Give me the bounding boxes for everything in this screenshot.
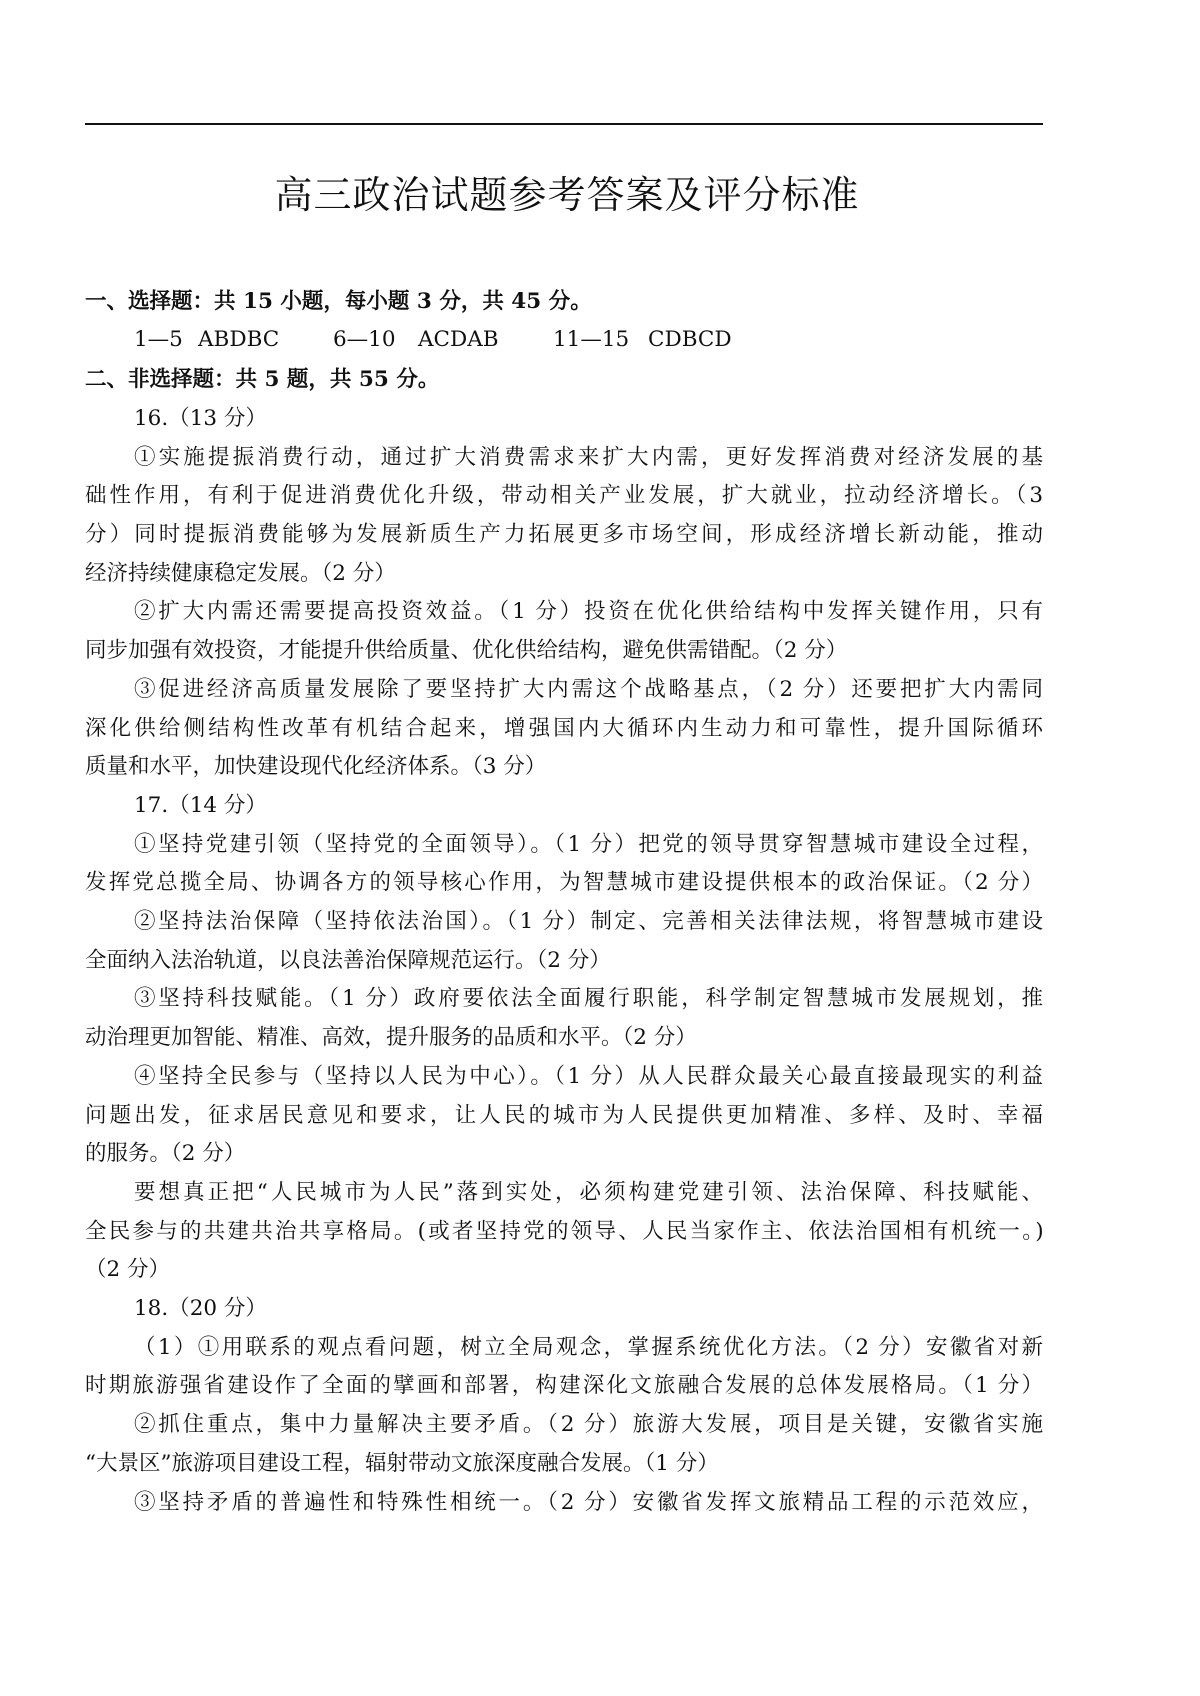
q17-summary-line3: （2 分） — [85, 1257, 171, 1282]
section-2-heading: 二、非选择题：共 5 题，共 55 分。 — [85, 367, 440, 392]
choice-answers — [134, 325, 732, 355]
q17-p2-line1: ②坚持法治保障（坚持依法治国）。（1 分）制定、完善相关法律法规，将智慧城市建设 — [134, 909, 1043, 934]
q17-p4-line3: 的服务。（2 分） — [85, 1141, 246, 1166]
q17-summary-line2: 全民参与的共建共治共享格局。(或者坚持党的领导、人民当家作主、依法治国相有机统一。) — [85, 1219, 1043, 1244]
q16-p3-line3: 质量和水平，加快建设现代化经济体系。（3 分） — [85, 754, 547, 779]
answer-range-3: 11—15 — [553, 327, 630, 352]
q16-p1-line2: 础性作用，有利于促进消费优化升级，带动相关产业发展，扩大就业，拉动经济增长。（3 — [85, 483, 1043, 508]
q16-p1-line3: 分）同时提振消费能够为发展新质生产力拓展更多市场空间，形成经济增长新动能，推动 — [85, 522, 1043, 547]
q17-p1-line1: ①坚持党建引领（坚持党的全面领导）。（1 分）把党的领导贯穿智慧城市建设全过程， — [134, 832, 1043, 857]
q18-p1-line1: （1）①用联系的观点看问题，树立全局观念，掌握系统优化方法。（2 分）安徽省对新 — [134, 1335, 1043, 1360]
q17-heading: 17.（14 分） — [134, 793, 267, 818]
q17-p2-line2: 全面纳入法治轨道，以良法善治保障规范运行。（2 分） — [85, 948, 611, 973]
answer-keys-2: ACDAB — [418, 327, 499, 352]
q17-summary-line1: 要想真正把“人民城市为人民”落到实处，必须构建党建引领、法治保障、科技赋能、 — [134, 1180, 1043, 1205]
answer-keys-1: ABDBC — [198, 327, 280, 352]
page-title: 高三政治试题参考答案及评分标准 — [274, 173, 860, 217]
q17-p3-line2: 动治理更加智能、精准、高效，提升服务的品质和水平。（2 分） — [85, 1025, 697, 1050]
q16-heading: 16.（13 分） — [134, 406, 267, 431]
q16-p2-line2: 同步加强有效投资，才能提升供给质量、优化供给结构，避免供需错配。（2 分） — [85, 638, 848, 663]
q16-p1-line4: 经济持续健康稳定发展。（2 分） — [85, 561, 396, 586]
q16-p3-line1: ③促进经济高质量发展除了要坚持扩大内需这个战略基点，（2 分）还要把扩大内需同 — [134, 677, 1043, 702]
q18-p1-line2: 时期旅游强省建设作了全面的擘画和部署，构建深化文旅融合发展的总体发展格局。（1 分） — [85, 1373, 1043, 1398]
header-rule — [85, 123, 1043, 125]
q18-p2-line1: ②抓住重点，集中力量解决主要矛盾。（2 分）旅游大发展，项目是关键，安徽省实施 — [134, 1412, 1043, 1437]
q16-p1-line1: ①实施提振消费行动，通过扩大消费需求来扩大内需，更好发挥消费对经济发展的基 — [134, 445, 1043, 470]
q16-p3-line2: 深化供给侧结构性改革有机结合起来，增强国内大循环内生动力和可靠性，提升国际循环 — [85, 716, 1043, 741]
answer-range-2: 6—10 — [333, 327, 396, 352]
answer-range-1: 1—5 — [134, 327, 183, 352]
q16-p2-line1: ②扩大内需还需要提高投资效益。（1 分）投资在优化供给结构中发挥关键作用，只有 — [134, 599, 1043, 624]
q18-heading: 18.（20 分） — [134, 1296, 267, 1321]
q17-p4-line2: 问题出发，征求居民意见和要求，让人民的城市为人民提供更加精准、多样、及时、幸福 — [85, 1103, 1043, 1128]
q17-p4-line1: ④坚持全民参与（坚持以人民为中心）。（1 分）从人民群众最关心最直接最现实的利益 — [134, 1064, 1043, 1089]
section-1-heading: 一、选择题：共 15 小题，每小题 3 分，共 45 分。 — [85, 289, 592, 314]
answer-keys-3: CDBCD — [648, 327, 732, 352]
q18-p2-line2: “大景区”旅游项目建设工程，辐射带动文旅深度融合发展。（1 分） — [85, 1451, 719, 1476]
q18-p3-line1: ③坚持矛盾的普遍性和特殊性相统一。（2 分）安徽省发挥文旅精品工程的示范效应， — [134, 1490, 1043, 1515]
q17-p1-line2: 发挥党总揽全局、协调各方的领导核心作用，为智慧城市建设提供根本的政治保证。（2 分） — [85, 870, 1043, 895]
q17-p3-line1: ③坚持科技赋能。（1 分）政府要依法全面履行职能，科学制定智慧城市发展规划，推 — [134, 986, 1043, 1011]
